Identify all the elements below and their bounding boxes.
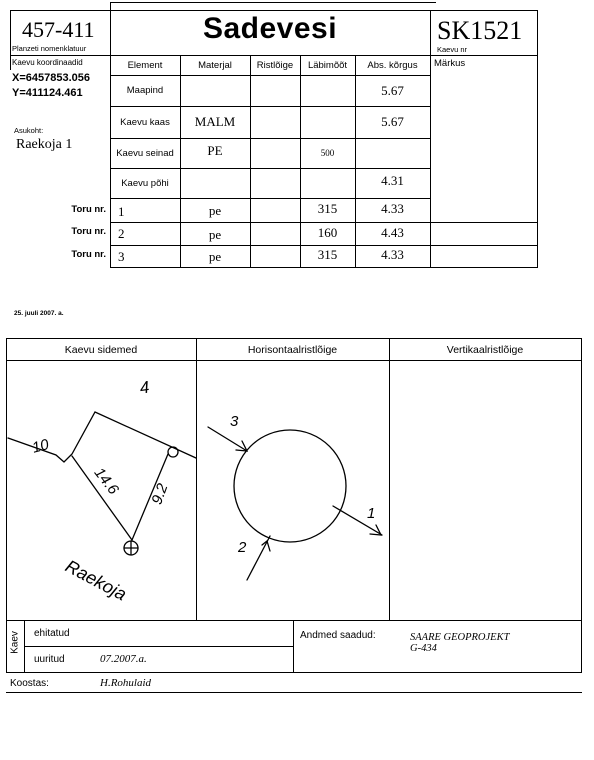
- col-material: Materjal: [198, 59, 232, 71]
- pipe-diameter: 315: [317, 201, 338, 216]
- row-element: Kaevu seinad: [116, 147, 174, 159]
- row-element: Kaevu kaas: [120, 116, 170, 128]
- data-source-label: Andmed saadud:: [300, 630, 376, 641]
- pipe-diameter: 315: [317, 247, 338, 262]
- surveyed-label: uuritud: [34, 654, 65, 665]
- document-date: 25. juuli 2007. a.: [14, 310, 64, 317]
- panel-title-connections: Kaevu sidemed: [64, 344, 138, 356]
- col-section: Ristlõige: [256, 59, 294, 71]
- panel-title-horizontal: Horisontaalristlõige: [247, 344, 338, 356]
- coord-y: Y=411124.461: [12, 87, 83, 99]
- pipe-height: 4.33: [381, 201, 404, 216]
- pipe-label-1: 1: [367, 505, 376, 522]
- col-remarks: Märkus: [434, 58, 466, 69]
- pipe-line-2: [247, 536, 270, 580]
- row-height: 4.31: [381, 173, 404, 188]
- sketch-label-9-2: 9.2: [148, 481, 172, 507]
- col-diameter: Läbimõõt: [307, 59, 348, 71]
- sketch-label-14-6: 14.6: [90, 464, 122, 498]
- row-height: 5.67: [381, 82, 404, 98]
- location-label: Asukoht:: [14, 126, 44, 135]
- pipe-material: pe: [208, 203, 222, 218]
- surveyed-value: 07.2007.a.: [100, 653, 147, 665]
- row-material: PE: [207, 143, 223, 158]
- pipe-number: 3: [118, 249, 125, 264]
- pipe-height: 4.33: [381, 247, 404, 262]
- row-diameter: 500: [320, 148, 335, 158]
- well-number-label: Kaevu nr: [437, 45, 468, 54]
- sketch-street-label: Raekoja: [62, 555, 130, 605]
- panel-title-vertical: Vertikaalristlõige: [446, 344, 524, 356]
- location-value: Raekoja 1: [16, 137, 73, 152]
- nomenclature-label: Planzeti nomenklatuur: [12, 44, 87, 53]
- data-source-value: SAARE GEOPROJEKT: [410, 632, 510, 643]
- pipe-label: Toru nr.: [71, 226, 106, 237]
- pipe-line-3: [208, 427, 247, 451]
- pipe-height: 4.43: [381, 225, 404, 240]
- pipe-label-2: 2: [238, 539, 247, 556]
- pipe-number: 1: [118, 204, 125, 219]
- reference-point: [168, 447, 178, 457]
- sketch-label-10: 10: [30, 436, 51, 457]
- row-element: Kaevu põhi: [121, 177, 169, 189]
- horizontal-section-sketch: [208, 427, 382, 580]
- pipe-label: Toru nr.: [71, 249, 106, 260]
- pipe-material: pe: [208, 227, 222, 242]
- col-element: Element: [127, 59, 163, 71]
- coord-x: X=6457853.056: [12, 72, 90, 84]
- built-label: ehitatud: [34, 628, 70, 639]
- coords-label: Kaevu koordinaadid: [12, 58, 83, 67]
- pipe-material: pe: [208, 249, 222, 264]
- document-title: Sadevesi: [202, 12, 338, 45]
- row-material: MALM: [194, 114, 236, 129]
- pipe-number: 2: [118, 226, 125, 241]
- pipe-label: Toru nr.: [71, 204, 106, 215]
- well-number: SK1521: [437, 16, 523, 45]
- row-height: 5.67: [381, 114, 404, 129]
- sketch-label-4: 4: [138, 377, 151, 398]
- compiled-label: Koostas:: [10, 678, 49, 689]
- compiled-value: H.Rohulaid: [100, 677, 152, 689]
- row-element: Maapind: [126, 85, 164, 96]
- data-source-code: G-434: [410, 643, 437, 654]
- nomenclature-number: 457-411: [22, 17, 95, 42]
- pipe-diameter: 160: [317, 225, 338, 240]
- col-abs-height: Abs. kõrgus: [367, 59, 418, 71]
- well-vertical-label: Kaev: [9, 631, 21, 654]
- pipe-label-3: 3: [230, 413, 239, 430]
- well-cross-section: [234, 430, 346, 542]
